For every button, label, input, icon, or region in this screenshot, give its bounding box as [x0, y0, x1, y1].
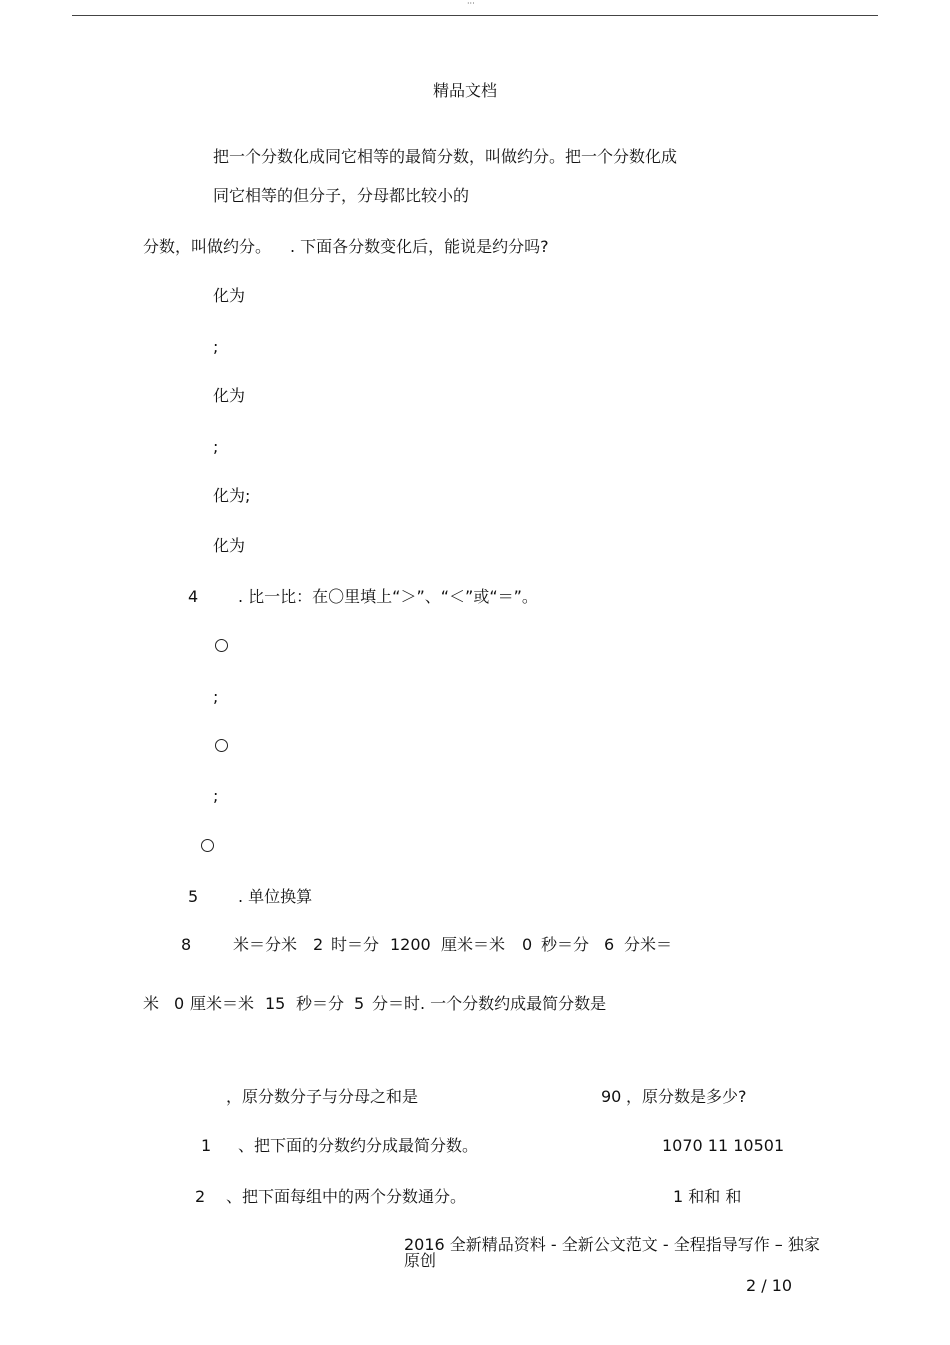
header-rule: [72, 15, 878, 16]
semicolon-d: ;: [213, 786, 219, 805]
conv2-number-1: 0: [174, 994, 185, 1013]
exercise-1-text: 、把下面的分数约分成最简分数。: [238, 1136, 479, 1155]
conv1-number-3: 1200: [390, 935, 431, 954]
page-number: 2 / 10: [746, 1276, 793, 1295]
conv1-number-2: 2: [313, 935, 324, 954]
item-c: 化为;: [213, 486, 251, 505]
exercise-1-values: 1070 11 10501: [662, 1136, 785, 1155]
conv1-text-2: 时＝分: [331, 935, 380, 954]
conv2-text-2: 厘米＝米: [190, 994, 255, 1013]
question-3-text: . 下面各分数变化后，能说是约分吗?: [290, 237, 549, 256]
paragraph-line-1: 把一个分数化成同它相等的最简分数，叫做约分。把一个分数化成: [213, 147, 678, 166]
conv2-text-3: 秒＝分: [296, 994, 345, 1013]
fraction-question-number: 90: [601, 1087, 622, 1106]
question-4-text: . 比一比：在〇里填上“＞”、“＜”或“＝”。: [238, 587, 538, 606]
exercise-2-text: 、把下面每组中的两个分数通分。: [226, 1187, 467, 1206]
footer-line-1: 2016 全新精品资料 - 全新公文范文 - 全程指导写作 – 独家: [404, 1235, 820, 1254]
paragraph-line-2: 同它相等的但分子，分母都比较小的: [213, 186, 470, 205]
exercise-2-number: 2: [195, 1187, 206, 1206]
conv1-text-3: 厘米＝米: [441, 935, 506, 954]
question-5-text: . 单位换算: [238, 887, 313, 906]
conv2-text-4: 分＝时. 一个分数约成最简分数是: [372, 994, 607, 1013]
conv2-number-2: 15: [265, 994, 286, 1013]
semicolon-a: ;: [213, 337, 219, 356]
item-d: 化为: [213, 536, 246, 555]
circle-blank-icon: [215, 739, 228, 752]
conv1-number-5: 6: [604, 935, 615, 954]
top-marker: ···: [467, 0, 475, 8]
conv1-number-1: 8: [181, 935, 192, 954]
exercise-1-number: 1: [201, 1136, 212, 1155]
conv1-number-4: 0: [522, 935, 533, 954]
fraction-question-ask: ，原分数是多少?: [626, 1087, 747, 1106]
circle-blank-icon: [201, 839, 214, 852]
conv2-number-3: 5: [354, 994, 365, 1013]
question-4-number: 4: [188, 587, 199, 606]
fraction-question-text: ，原分数分子与分母之和是: [226, 1087, 419, 1106]
conv2-text-1: 米: [143, 994, 160, 1013]
conv1-text-1: 米＝分米: [233, 935, 298, 954]
semicolon-c: ;: [213, 687, 219, 706]
item-b: 化为: [213, 386, 246, 405]
item-a: 化为: [213, 286, 246, 305]
question-5-number: 5: [188, 887, 199, 906]
page-title: 精品文档: [433, 81, 498, 100]
circle-blank-icon: [215, 639, 228, 652]
paragraph-line-3: 分数，叫做约分。: [143, 237, 272, 256]
conv1-text-5: 分米＝: [624, 935, 673, 954]
semicolon-b: ;: [213, 437, 219, 456]
footer-line-2: 原创: [404, 1251, 437, 1270]
conv1-text-4: 秒＝分: [541, 935, 590, 954]
exercise-2-values: 1 和和 和: [673, 1187, 742, 1206]
